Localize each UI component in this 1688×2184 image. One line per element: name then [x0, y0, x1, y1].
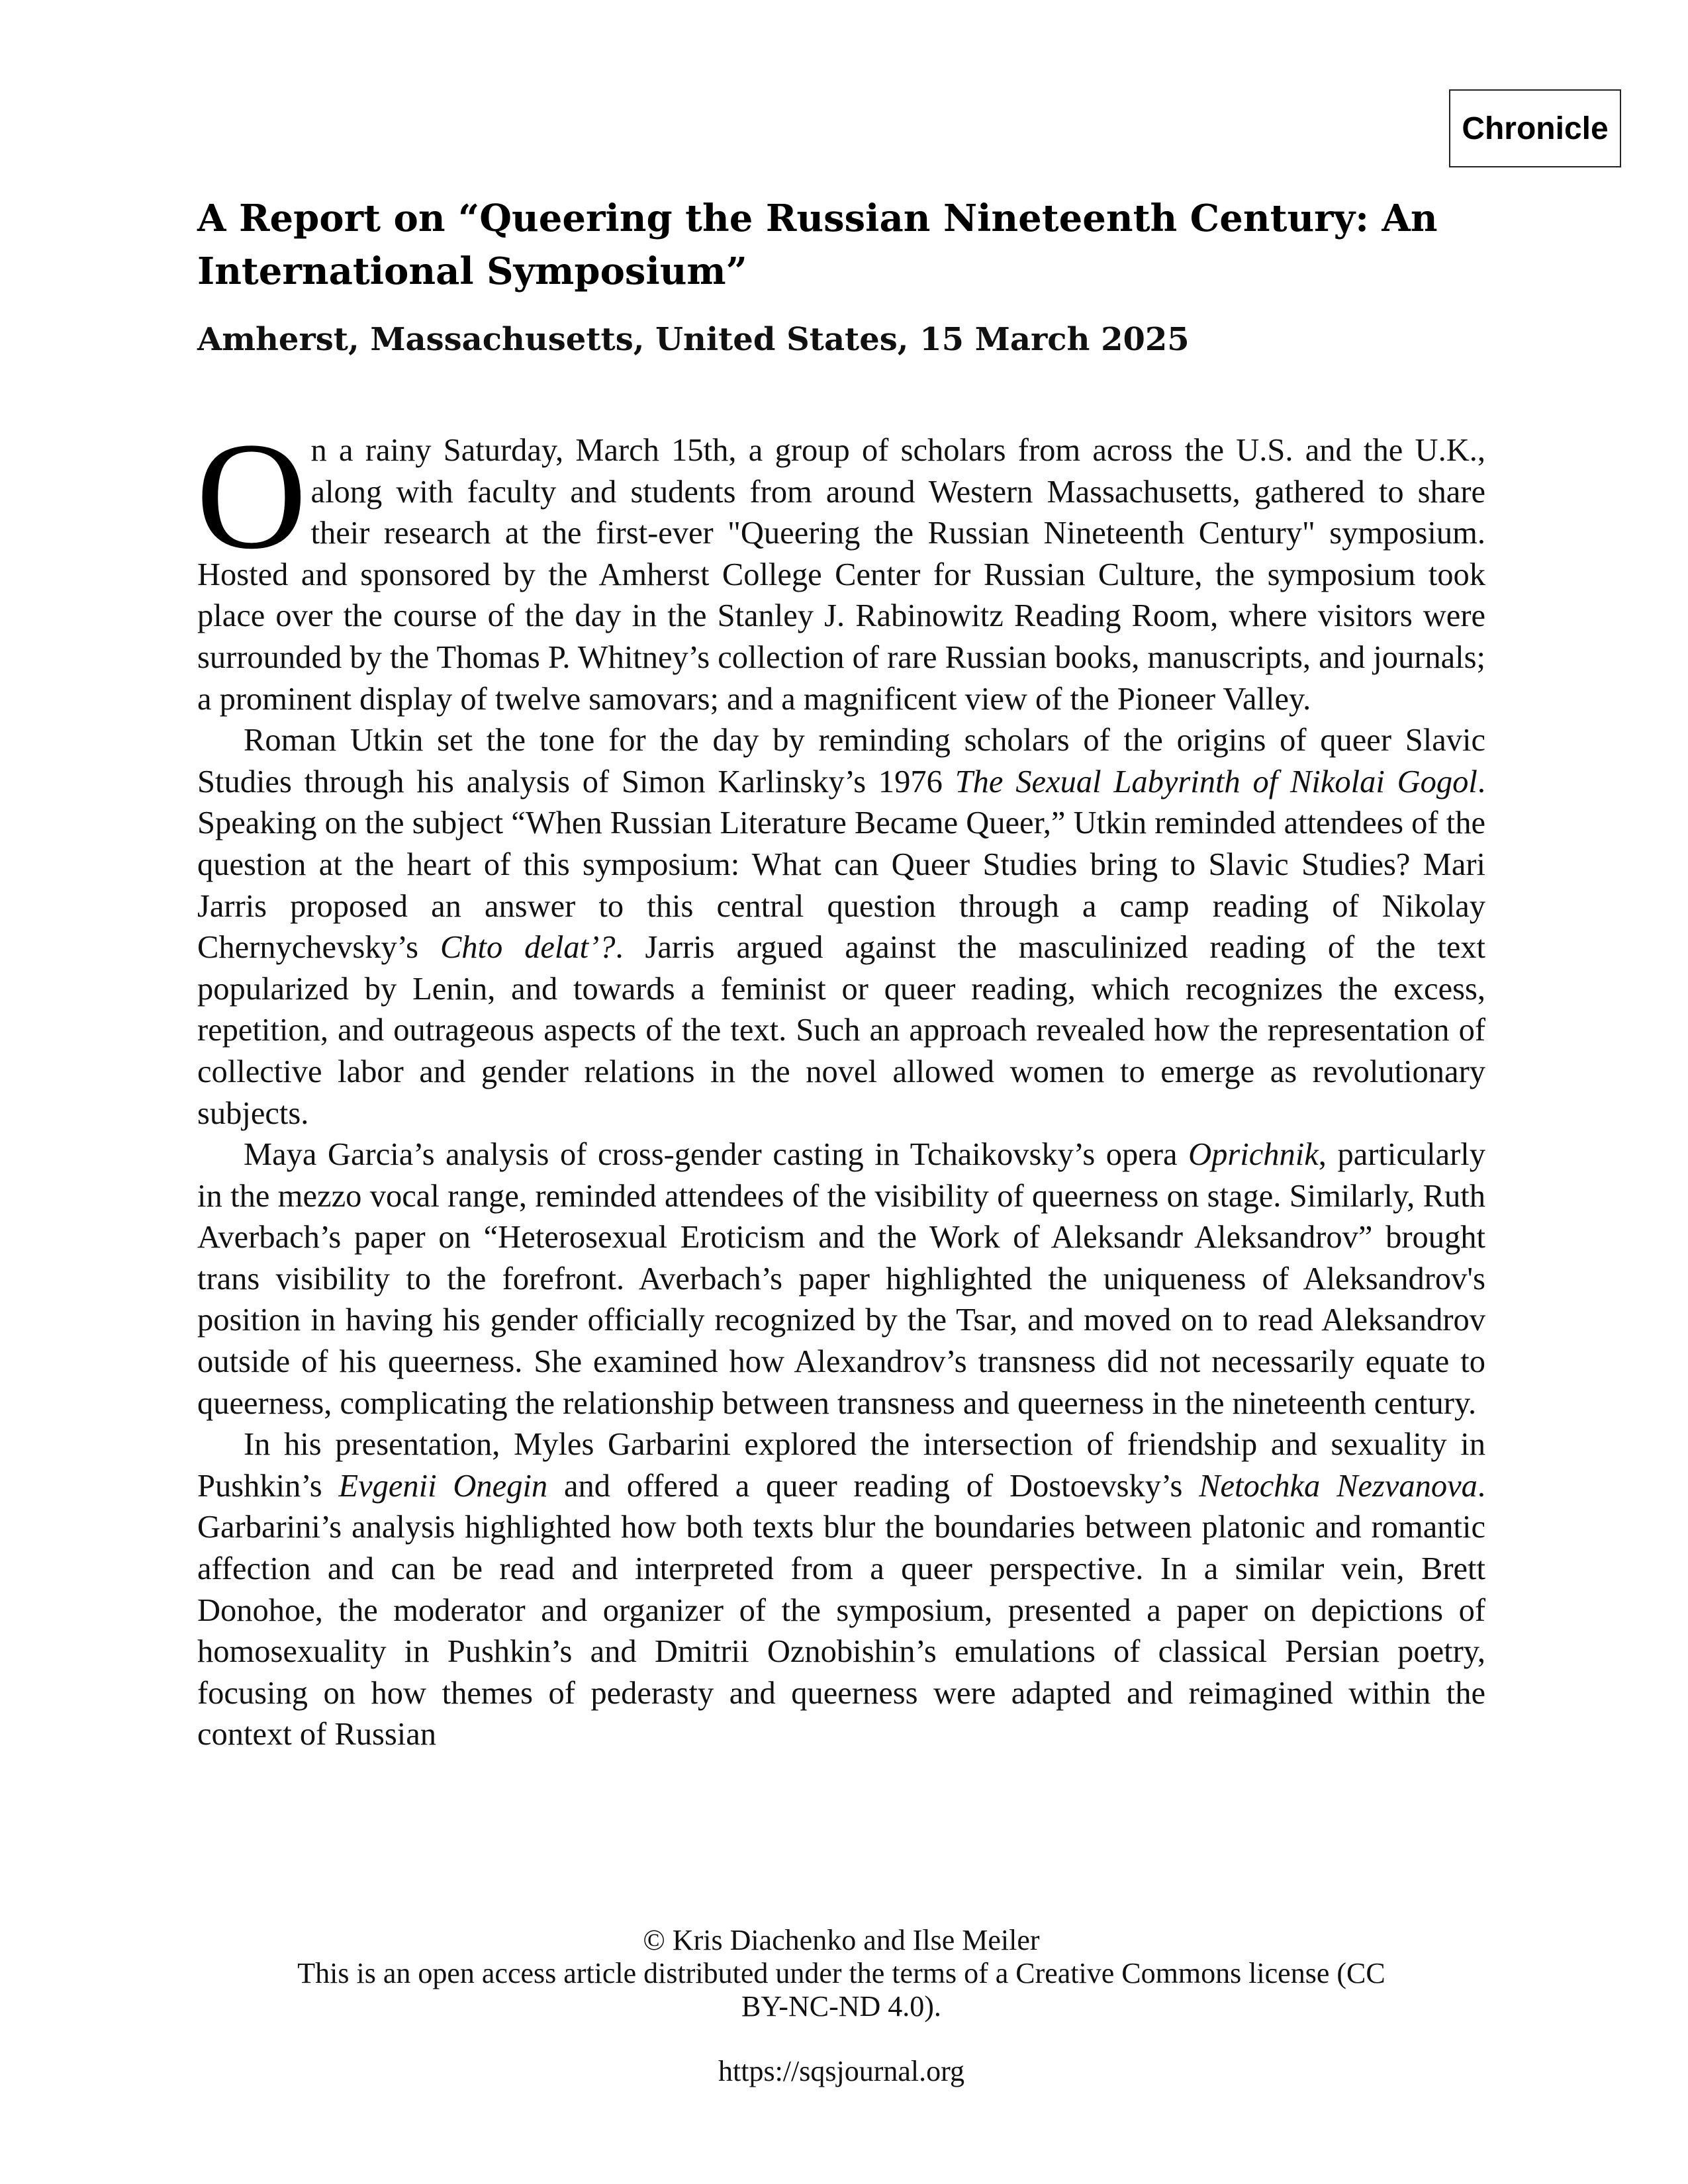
license-line-1: This is an open access article distributed under the terms of a Creative Commons license (CC: [297, 1957, 1385, 1989]
drop-cap: O: [196, 411, 307, 581]
paragraph-4-text-b: and offered a queer reading of Dostoevsky’s: [547, 1468, 1199, 1504]
book-title-chto-delat: Chto delat’?: [440, 930, 616, 966]
book-title-sexual-labyrinth: The Sexual Labyrinth of Nikolai Gogol: [955, 764, 1477, 799]
article-body: [196, 411, 1486, 1756]
paragraph-1: [196, 411, 1485, 720]
journal-url-link[interactable]: https://sqsjournal.org: [718, 2055, 964, 2087]
section-badge: [1449, 89, 1621, 167]
paragraph-3: [197, 1134, 1485, 1424]
book-title-evgenii-onegin: Evgenii Onegin: [338, 1468, 548, 1504]
section-badge-label: Chronicle: [1462, 111, 1609, 146]
paragraph-4: [197, 1424, 1485, 1756]
page-footer: [197, 1924, 1485, 2088]
copyright-line: © Kris Diachenko and Ilse Meiler: [643, 1924, 1040, 1956]
license-line-2: BY-NC-ND 4.0).: [741, 1990, 941, 2023]
paragraph-3-text-a: Maya Garcia’s analysis of cross-gender casting in Tchaikovsky’s opera: [244, 1137, 1189, 1173]
paragraph-2-text-a: Roman Utkin set the tone for the day by reminding scholars of the origins of queer Slavic Studies through his analysis of Simon Karlinsky’s 1976: [197, 723, 1485, 799]
opera-title-oprichnik: Oprichnik: [1188, 1137, 1319, 1173]
book-title-netochka-nezvanova: Netochka Nezvanova: [1199, 1468, 1477, 1504]
paragraph-2-text-c: . Jarris argued against the masculinized reading of the text popularized by Lenin, and towards a feminist or queer reading, which recognizes the excess, repetition, and outrageous aspects of the text. Such an approach revealed how the representation of collective labor and gender relations in the novel allowed women to emerge as revolutionary subjects.: [197, 930, 1486, 1131]
paragraph-2-text-b: . Speaking on the subject “When Russian Literature Became Queer,” Utkin reminded attendees of the question at the heart of this symposium: What can Queer Studies bring to Slavic Studies? Mari Jarris proposed an answer to this central question through a camp reading of Nikolay Chernychevsky’s: [197, 764, 1485, 966]
paragraph-4-text-a: In his presentation, Myles Garbarini explored the intersection of friendship and sexuality in Pushkin’s: [197, 1427, 1485, 1504]
article-subtitle: Amherst, Massachusetts, United States, 15 March 2025: [197, 321, 1190, 358]
paragraph-2: [197, 720, 1485, 1134]
paragraph-1-text: n a rainy Saturday, March 15th, a group of scholars from across the U.S. and the U.K., along with faculty and students from around Western Massachusetts, gathered to share their research at the first-ever "Queering the Russian Nineteenth Century" symposium. Hosted and sponsored by the Amherst College Center for Russian Culture, the symposium took place over the course of the day in the Stanley J. Rabinowitz Reading Room, where visitors were surrounded by the Thomas P. Whitney’s collection of rare Russian books, manuscripts, and journals; a prominent display of twelve samovars; and a magnificent view of the Pioneer Valley.: [197, 433, 1485, 717]
paragraph-3-text-b: , particularly in the mezzo vocal range, reminded attendees of the visibility of queerness on stage. Similarly, Ruth Averbach’s paper on “Heterosexual Eroticism and the Work of Aleksandr Aleksandrov” brought trans visibility to the forefront. Averbach’s paper highlighted the uniqueness of Aleksandrov's position in having his gender officially recognized by the Tsar, and moved on to read Aleksandrov outside of his queerness. She examined how Alexandrov’s transness did not necessarily equate to queerness, complicating the relationship between transness and queerness in the nineteenth century.: [197, 1137, 1485, 1421]
article-title: A Report on “Queering the Russian Nineteenth Century: An International Symposium”: [197, 197, 1438, 293]
paragraph-4-text-c: . Garbarini’s analysis highlighted how both texts blur the boundaries between platonic and romantic affection and can be read and interpreted from a queer perspective. In a similar vein, Brett Donohoe, the moderator and organizer of the symposium, presented a paper on depictions of homosexuality in Pushkin’s and Dmitrii Oznobishin’s emulations of classical Persian poetry, focusing on how themes of pederasty and queerness were adapted and reimagined within the context of Russian: [197, 1468, 1486, 1752]
